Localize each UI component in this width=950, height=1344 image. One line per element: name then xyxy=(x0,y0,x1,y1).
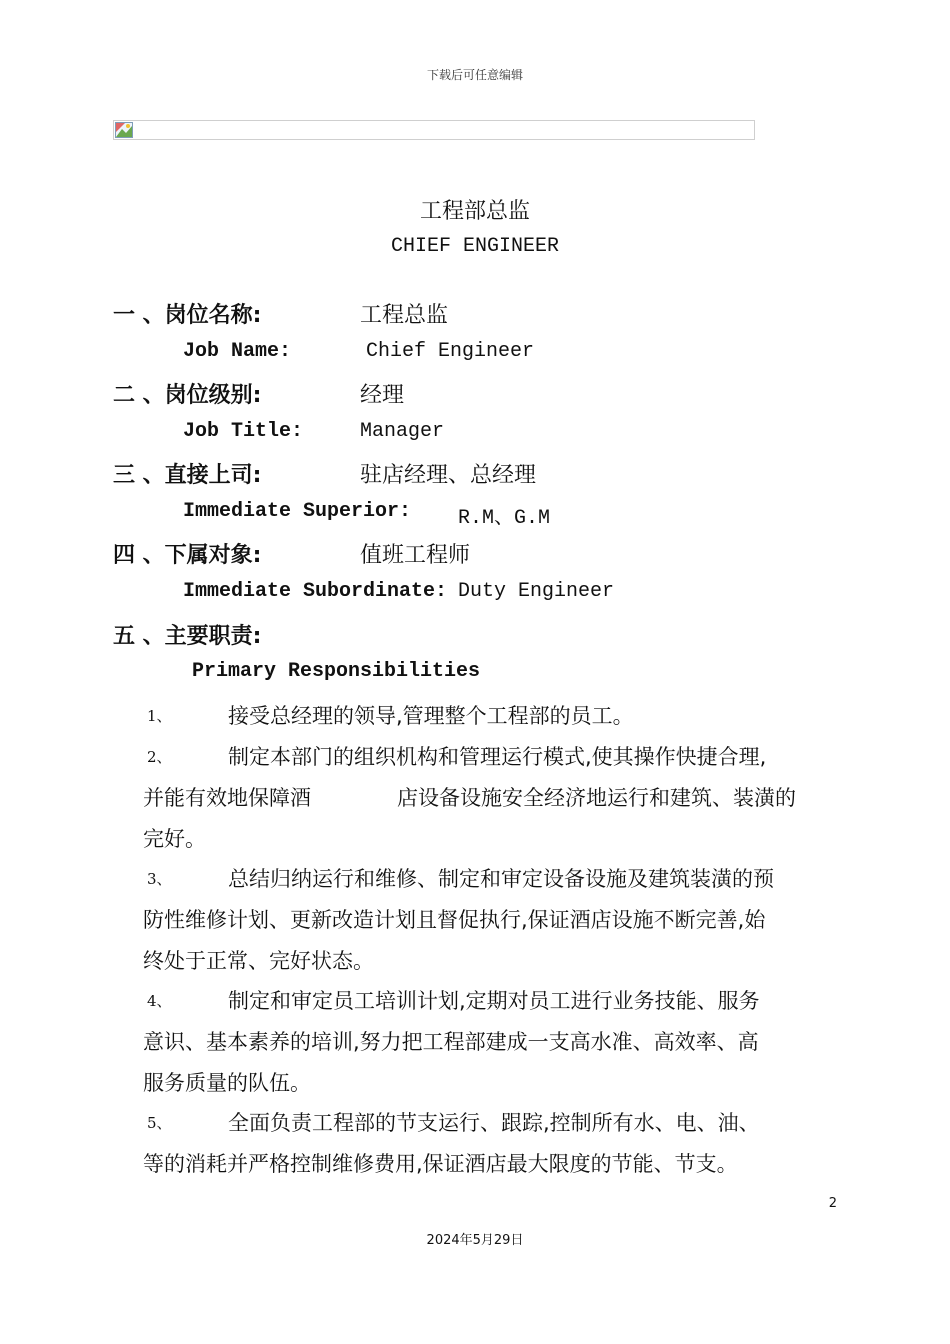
section-label-job-title: 二 、岗位级别: xyxy=(113,383,262,408)
document-title-cn: 工程部总监 xyxy=(419,199,530,224)
item-text: 终处于正常、完好状态。 xyxy=(143,949,374,973)
section-value-job-title: 经理 xyxy=(360,383,405,408)
item-text: 总结归纳运行和维修、制定和审定设备设施及建筑装潢的预 xyxy=(228,867,774,891)
item-text: 店设备设施安全经济地运行和建筑、装潢的 xyxy=(397,786,796,810)
section-value-job-name: 工程总监 xyxy=(360,303,449,328)
item-text: 制定本部门的组织机构和管理运行模式,使其操作快捷合理, xyxy=(228,745,767,769)
header-note: 下载后可任意编辑 xyxy=(426,68,523,82)
en-value-subordinate: Duty Engineer xyxy=(458,580,615,603)
item-number: 3、 xyxy=(147,870,172,888)
item-number: 5、 xyxy=(147,1114,172,1132)
section-label-job-name: 一 、岗位名称: xyxy=(113,303,262,328)
item-text: 防性维修计划、更新改造计划且督促执行,保证酒店设施不断完善,始 xyxy=(143,908,766,932)
item-number: 4、 xyxy=(147,992,172,1010)
en-label-job-name: Job Name: xyxy=(183,340,292,363)
document-title-en: CHIEF ENGINEER xyxy=(390,235,560,258)
en-value-job-title: Manager xyxy=(360,420,445,443)
item-number: 1、 xyxy=(147,707,172,725)
item-text: 完好。 xyxy=(143,827,206,851)
item-text: 意识、基本素养的培训,努力把工程部建成一支高水准、高效率、高 xyxy=(143,1030,759,1054)
item-text: 制定和审定员工培训计划,定期对员工进行业务技能、服务 xyxy=(228,989,760,1013)
en-label-job-title: Job Title: xyxy=(183,420,304,443)
item-text: 服务质量的队伍。 xyxy=(143,1071,311,1095)
section-label-subordinate: 四 、下属对象: xyxy=(113,543,262,568)
en-label-subordinate: Immediate Subordinate: xyxy=(183,580,448,603)
en-value-job-name: Chief Engineer xyxy=(366,340,535,363)
section-value-subordinate: 值班工程师 xyxy=(360,543,471,568)
item-text: 全面负责工程部的节支运行、跟踪,控制所有水、电、油、 xyxy=(228,1111,760,1135)
broken-image-placeholder xyxy=(113,120,755,140)
en-label-responsibilities: Primary Responsibilities xyxy=(192,660,481,683)
item-text: 并能有效地保障酒 xyxy=(143,786,311,810)
item-number: 2、 xyxy=(147,748,172,766)
page-number: 2 xyxy=(828,1196,837,1211)
en-label-superior: Immediate Superior: xyxy=(183,500,412,523)
section-label-responsibilities: 五 、主要职责: xyxy=(113,624,262,649)
section-value-superior: 驻店经理、总经理 xyxy=(360,463,537,488)
section-label-superior: 三 、直接上司: xyxy=(113,463,262,488)
en-value-superior: R.M、G.M xyxy=(458,507,551,530)
item-text: 等的消耗并严格控制维修费用,保证酒店最大限度的节能、节支。 xyxy=(143,1152,738,1176)
item-text: 接受总经理的领导,管理整个工程部的员工。 xyxy=(228,704,634,728)
broken-image-icon xyxy=(115,122,133,138)
footer-date: 2024年5月29日 xyxy=(426,1233,524,1248)
